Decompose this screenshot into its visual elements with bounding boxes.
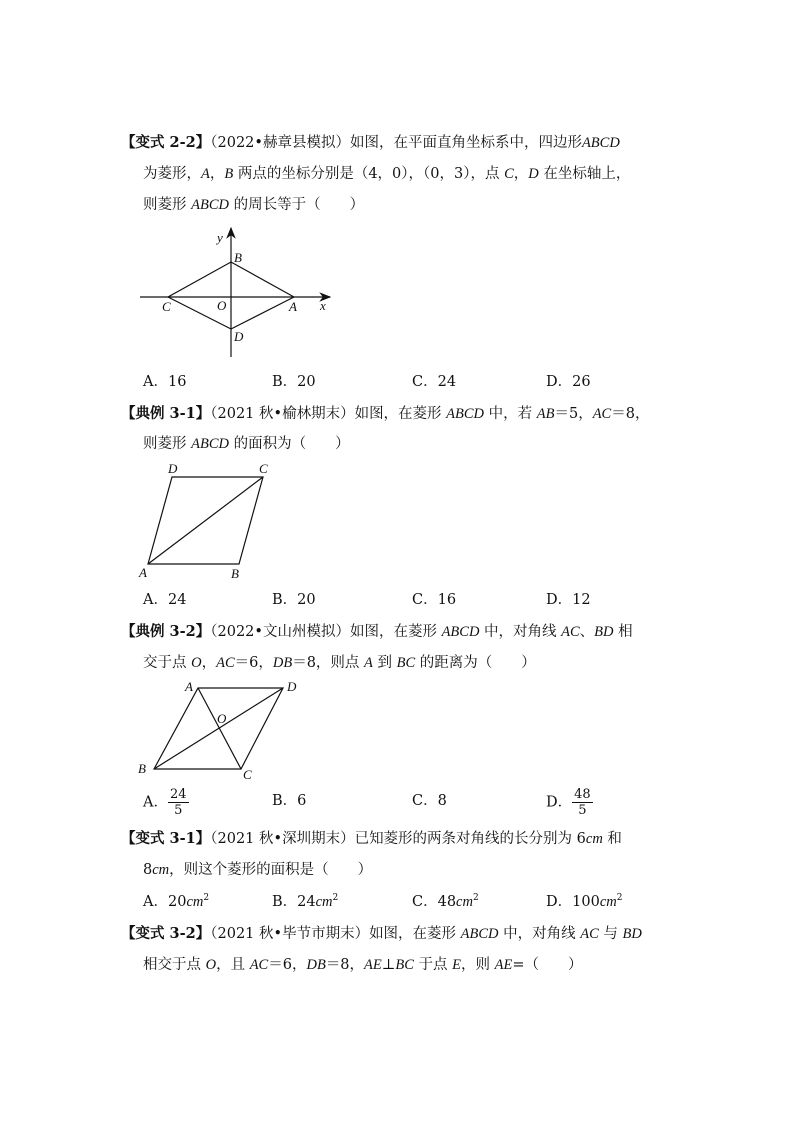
q1-coordinate-figure <box>130 222 350 362</box>
q4-tag: 【变式 3-1】 <box>121 830 211 847</box>
label-c: C <box>243 767 252 782</box>
q4-line-1: 【变式 3-1】（2021 秋•深圳期末）已知菱形的两条对角线的长分别为 6cm 和 <box>121 830 622 847</box>
q5-line-1: 【变式 3-2】（2021 秋•毕节市期末）如图，在菱形 ABCD 中，对角线 AC 与 BD <box>121 925 642 942</box>
diagonal-bd <box>154 688 283 769</box>
diagonal-ac <box>148 477 263 564</box>
q5-line-2: 相交于点 O，且 AC＝6，DB＝8，AE⊥BC 于点 E，则 AE=（ ） <box>143 957 583 973</box>
q2-option-d[interactable]: D．12 <box>546 592 591 608</box>
q2-tag: 【典例 3-1】 <box>121 405 211 422</box>
label-a: A <box>139 565 147 580</box>
label-b: B <box>231 566 239 581</box>
q1-option-d[interactable]: D．26 <box>546 374 591 390</box>
label-a: A <box>289 299 297 314</box>
q4-option-b[interactable]: B．$24cm^2$ <box>272 893 339 910</box>
q1-line-1: 【变式 2-2】（2022•赫章县模拟）如图，在平面直角坐标系中，四边形ABCD <box>121 134 620 151</box>
label-y: y <box>217 230 223 245</box>
q3-rhombus-figure <box>130 676 315 786</box>
q2-option-b[interactable]: B．20 <box>272 592 316 608</box>
label-b: B <box>234 250 242 265</box>
label-b: B <box>138 761 146 776</box>
q3-line-1: 【典例 3-2】（2022•文山州模拟）如图，在菱形 ABCD 中，对角线 AC、BD 相 <box>121 623 633 640</box>
q4-option-a[interactable]: A．$20cm^2$ <box>143 893 210 910</box>
q1-line-2: 为菱形，A，B 两点的坐标分别是（4，0），（0，3），点 C，D 在坐标轴上， <box>143 166 631 182</box>
label-x: x <box>320 298 326 313</box>
label-d: D <box>168 461 178 476</box>
q4-option-d[interactable]: D．$100cm^2$ <box>546 893 623 910</box>
label-o: O <box>217 298 227 313</box>
q2-rhombus-figure <box>130 460 290 585</box>
q5-tag: 【变式 3-2】 <box>121 925 211 942</box>
fraction-24-5: $\frac{24}{5}$ <box>169 787 187 818</box>
q3-option-d[interactable]: D． $\frac{48}{5}$ <box>546 787 591 818</box>
q2-option-c[interactable]: C．16 <box>412 592 457 608</box>
label-c: C <box>259 461 268 476</box>
q1-option-a[interactable]: A．16 <box>143 374 187 390</box>
q4-option-c[interactable]: C．$48cm^2$ <box>412 893 479 910</box>
q2-line-2: 则菱形 ABCD 的面积为（ ） <box>143 436 350 452</box>
q4-line-2: 8cm，则这个菱形的面积是（ ） <box>143 862 373 878</box>
q3-option-b[interactable]: B．6 <box>272 793 307 809</box>
label-d: D <box>287 679 297 694</box>
q1-option-b[interactable]: B．20 <box>272 374 316 390</box>
q2-option-a[interactable]: A．24 <box>143 592 187 608</box>
q3-option-a[interactable]: A． $\frac{24}{5}$ <box>143 787 187 818</box>
q3-line-2: 交于点 O，AC＝6，DB＝8，则点 A 到 BC 的距离为（ ） <box>143 655 536 671</box>
q2-line-1: 【典例 3-1】（2021 秋•榆林期末）如图，在菱形 ABCD 中，若 AB＝5，AC＝8， <box>121 405 650 422</box>
label-c: C <box>162 299 171 314</box>
label-a: A <box>185 679 193 694</box>
q1-line-3: 则菱形 ABCD 的周长等于（ ） <box>143 197 365 213</box>
label-o: O <box>217 711 227 726</box>
label-d: D <box>234 329 244 344</box>
q1-option-c[interactable]: C．24 <box>412 374 457 390</box>
q3-option-c[interactable]: C．8 <box>412 793 447 809</box>
fraction-48-5: $\frac{48}{5}$ <box>574 787 591 818</box>
q1-tag: 【变式 2-2】 <box>121 134 211 151</box>
q3-tag: 【典例 3-2】 <box>121 623 211 640</box>
